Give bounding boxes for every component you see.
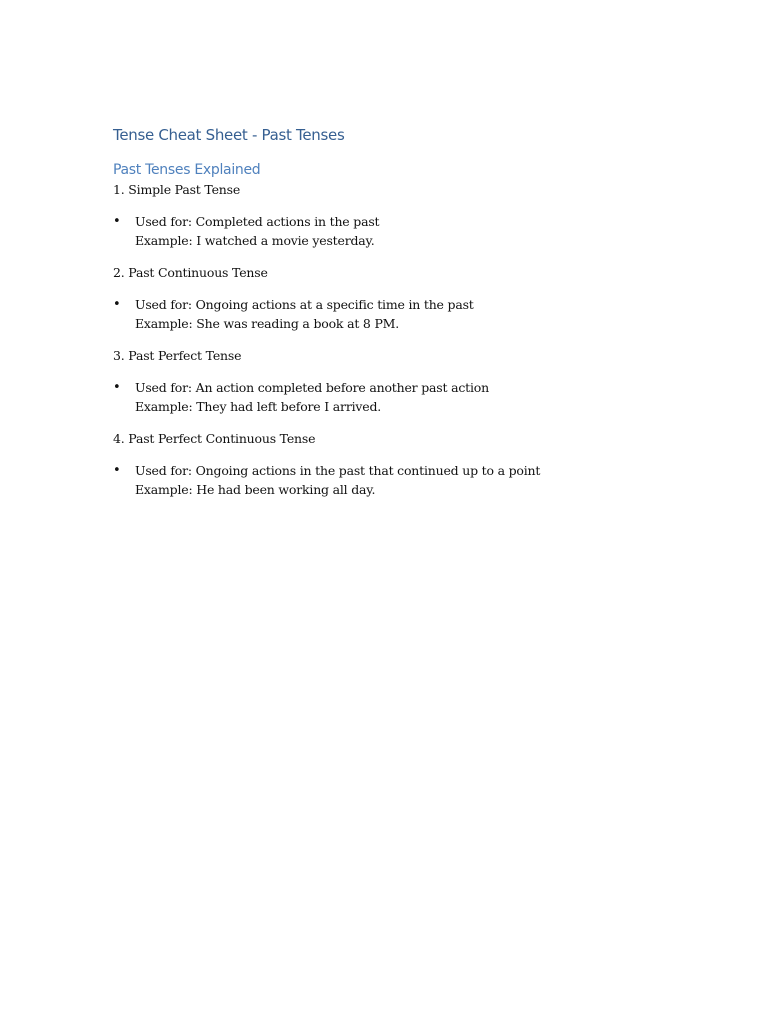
bullet-item bbox=[113, 295, 673, 333]
document-body bbox=[113, 124, 673, 512]
tense-name: 4. Past Perfect Continuous Tense bbox=[113, 431, 316, 446]
tense-name: 3. Past Perfect Tense bbox=[113, 348, 242, 363]
tense-name: 1. Simple Past Tense bbox=[113, 182, 241, 197]
tense-item-past-perfect-continuous bbox=[113, 429, 673, 499]
document-title: Tense Cheat Sheet - Past Tenses bbox=[113, 126, 345, 144]
used-for-text: Used for: Completed actions in the past bbox=[135, 214, 380, 229]
tense-item-simple-past bbox=[113, 180, 673, 250]
bullet-icon: • bbox=[113, 297, 121, 312]
bullet-icon: • bbox=[113, 214, 121, 229]
bullet-item bbox=[113, 212, 673, 250]
tense-item-past-perfect bbox=[113, 346, 673, 416]
used-for-text: Used for: Ongoing actions in the past that continued up to a point bbox=[135, 463, 541, 478]
tense-name: 2. Past Continuous Tense bbox=[113, 265, 268, 280]
bullet-item bbox=[113, 378, 673, 416]
used-for-text: Used for: Ongoing actions at a specific time in the past bbox=[135, 297, 474, 312]
example-text: Example: He had been working all day. bbox=[135, 482, 376, 497]
section-heading: Past Tenses Explained bbox=[113, 162, 261, 178]
example-text: Example: I watched a movie yesterday. bbox=[135, 233, 375, 248]
bullet-icon: • bbox=[113, 380, 121, 395]
bullet-item bbox=[113, 461, 673, 499]
example-text: Example: She was reading a book at 8 PM. bbox=[135, 316, 400, 331]
bullet-icon: • bbox=[113, 463, 121, 478]
example-text: Example: They had left before I arrived. bbox=[135, 399, 382, 414]
used-for-text: Used for: An action completed before another past action bbox=[135, 380, 489, 395]
tense-item-past-continuous bbox=[113, 263, 673, 333]
